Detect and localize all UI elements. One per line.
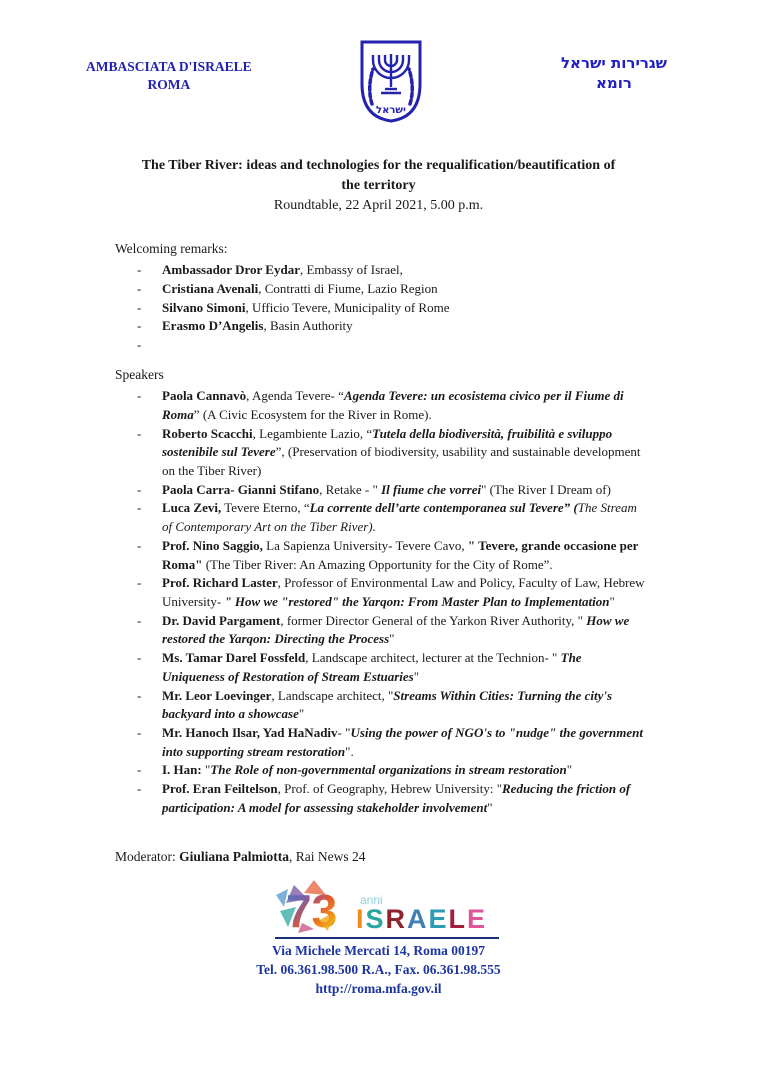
list-item <box>137 280 645 299</box>
list-item <box>137 499 645 536</box>
logo-wordmark <box>356 894 487 935</box>
text-run: , Ufficio Tevere, Municipality of Rome <box>245 299 450 315</box>
program-content <box>115 239 645 818</box>
speakers-list <box>115 387 645 818</box>
text-run: , Prof. of Geography, Hebrew University: " <box>277 781 502 797</box>
text-run: Ms. Tamar Darel Fossfeld <box>162 650 306 666</box>
embassy-name-line1: AMBASCIATA D'ISRAELE <box>86 59 252 74</box>
embassy-name-hebrew-line2: רומא <box>596 74 632 93</box>
bullet-dash: - <box>137 687 142 703</box>
logo-73-starburst <box>270 879 362 935</box>
list-item <box>137 612 645 649</box>
text-run: La corrente dell’arte contemporanea sul Tevere” ( <box>309 500 578 516</box>
text-run: Dr. David Pargament <box>162 612 281 628</box>
text-run: Prof. Eran Feiltelson <box>162 781 278 797</box>
bullet-dash: - <box>137 280 142 296</box>
text-run: Ambassador Dror Eydar <box>162 262 300 278</box>
bullet-dash: - <box>137 299 142 315</box>
logo-letter: R <box>385 904 407 935</box>
bullet-dash: - <box>137 575 142 591</box>
svg-text:ישראל: ישראל <box>376 105 407 116</box>
text-run: , Landscape architect, " <box>271 687 394 703</box>
text-run: ” (A Civic Ecosystem for the River in Rome). <box>193 406 432 422</box>
text-run: " <box>566 762 573 778</box>
text-run: The Uniqueness of Restoration of Stream Estuaries <box>162 650 582 684</box>
text-run: Erasmo D’Angelis <box>162 318 264 334</box>
text-run: The Stream of Contemporary Art on the Tiber River). <box>162 500 637 535</box>
text-run: , Agenda Tevere- “ <box>246 388 344 404</box>
text-run: Silvano Simoni <box>162 299 246 315</box>
bullet-dash: - <box>137 762 142 778</box>
bullet-dash: - <box>137 612 142 628</box>
text-run: Using the power of NGO's to "nudge" the government into supporting stream restoration <box>162 725 643 759</box>
text-run: Mr. Leor Loevinger <box>162 687 272 703</box>
embassy-name-hebrew-line1: שגרירות ישראל <box>560 54 667 72</box>
logo-letter: L <box>448 904 468 935</box>
list-item <box>137 574 645 611</box>
logo-letter: E <box>428 904 449 935</box>
text-run: " <box>413 668 420 684</box>
embassy-name-line2: ROMA <box>147 76 191 92</box>
text-run: Moderator: <box>115 848 180 864</box>
list-item <box>137 387 645 424</box>
text-run: " <box>609 593 615 609</box>
text-run: , Basin Authority <box>263 318 353 334</box>
bullet-dash: - <box>137 425 142 441</box>
text-run: Reducing the friction of participation: A model for assessing stakeholder involvement <box>162 781 631 815</box>
text-run: Roberto Scacchi <box>162 425 253 441</box>
speakers-heading: Speakers <box>115 366 164 382</box>
text-run: How we restored the Yarqon: Directing the Process <box>162 612 630 647</box>
text-run: Paola Carra- Gianni Stifano <box>162 481 320 497</box>
footer <box>56 879 701 999</box>
text-run: Prof. Richard Laster <box>162 575 278 591</box>
text-run: Paola Cannavò <box>162 388 247 404</box>
list-item <box>137 336 645 355</box>
letterhead <box>56 38 701 124</box>
event-title-block <box>56 156 701 216</box>
list-item <box>137 299 645 318</box>
event-title-line2: the territory <box>341 177 416 193</box>
text-run: " <box>298 706 305 722</box>
text-run: (The Tiber River: An Amazing Opportunity for the City of Rome”. <box>202 556 553 572</box>
moderator-line <box>115 847 645 866</box>
svg-text:73: 73 <box>285 885 338 936</box>
list-item <box>137 687 645 724</box>
text-run: " Tevere, grande occasione per Roma" <box>162 537 639 572</box>
text-run: , Retake - " <box>319 481 382 497</box>
list-item <box>137 780 645 817</box>
bullet-dash: - <box>137 336 142 352</box>
embassy-name-hebrew <box>561 53 667 94</box>
footer-divider <box>275 937 499 939</box>
text-run: " How we "restored" the Yarqon: From Master Plan to Implementation <box>224 593 610 609</box>
bullet-dash: - <box>137 650 142 666</box>
list-item <box>137 261 645 280</box>
logo-letter: E <box>467 904 488 935</box>
logo-letter: S <box>365 904 386 935</box>
bullet-dash: - <box>137 537 142 553</box>
text-run: Mr. Hanoch Ilsar, Yad HaNadiv <box>162 725 338 740</box>
logo-letter: I <box>355 904 366 935</box>
text-run: , Rai News 24 <box>289 848 366 864</box>
bullet-dash: - <box>137 725 142 740</box>
text-run: Streams Within Cities: Turning the city's backyard into a showcase <box>162 687 613 722</box>
bullet-dash: - <box>137 388 142 404</box>
text-run: Tevere Eterno, “ <box>221 500 310 516</box>
text-run: I. Han: <box>162 762 205 778</box>
text-run: ”, (Preservation of biodiversity, usability and sustainable development on the Tiber River) <box>162 444 641 478</box>
text-run: " <box>389 631 395 647</box>
list-item <box>137 317 645 336</box>
text-run: La Sapienza University- Tevere Cavo, <box>262 537 468 553</box>
text-run: Cristiana Avenali <box>162 280 259 296</box>
text-run: Tutela della biodiversità, fruibilità e sviluppo sostenibile sul Tevere <box>162 425 613 460</box>
bullet-dash: - <box>137 318 142 334</box>
bullet-dash: - <box>137 262 142 278</box>
footer-phone-fax: Tel. 06.361.98.500 R.A., Fax. 06.361.98.555 <box>256 961 501 977</box>
footer-url: http://roma.mfa.gov.il <box>315 980 442 996</box>
list-item <box>137 425 645 481</box>
bullet-dash: - <box>137 481 142 497</box>
logo-israele-text <box>356 906 487 933</box>
israel-73-anniversary-logo <box>56 879 701 935</box>
text-run: , Embassy of Israel, <box>299 262 403 278</box>
text-run: , Landscape architect, lecturer at the Technion- " <box>305 650 561 666</box>
text-run: , Contratti di Fiume, Lazio Region <box>258 280 438 296</box>
embassy-name-italian <box>86 58 252 93</box>
list-item <box>137 761 645 780</box>
list-item <box>137 724 645 761</box>
israel-state-emblem-icon <box>352 38 430 124</box>
event-title-line1: The Tiber River: ideas and technologies for the requalification/beautification of <box>141 158 616 173</box>
text-run: " <box>487 799 493 815</box>
footer-address: Via Michele Mercati 14, Roma 00197 <box>272 943 485 959</box>
logo-anni-text: anni <box>359 893 383 908</box>
text-run: The Role of non-governmental organizations in stream restoration <box>210 762 567 778</box>
text-run: , former Director General of the Yarkon River Authority, " <box>280 612 587 628</box>
welcoming-remarks-heading: Welcoming remarks: <box>115 240 228 256</box>
text-run: Il fiume che vorrei <box>381 481 482 497</box>
text-run: " (The River I Dream of) <box>481 481 611 497</box>
text-run: Prof. Nino Saggio, <box>162 537 263 553</box>
list-item <box>137 537 645 574</box>
text-run: Luca Zevi, <box>162 500 222 516</box>
logo-letter: A <box>407 904 429 935</box>
text-run: , Legambiente Lazio, “ <box>252 425 373 441</box>
list-item <box>137 481 645 500</box>
welcoming-remarks-list <box>115 261 645 355</box>
text-run: Giuliana Palmiotta <box>179 848 289 864</box>
bullet-dash: - <box>137 500 142 516</box>
text-run: ". <box>345 743 354 759</box>
text-run: " <box>204 762 211 778</box>
text-run: , Professor of Environmental Law and Policy, Faculty of Law, Hebrew University- <box>162 575 645 609</box>
list-item <box>137 649 645 686</box>
text-run: - " <box>337 725 351 740</box>
bullet-dash: - <box>137 781 142 797</box>
text-run: Agenda Tevere: un ecosistema civico per il Fiume di Roma <box>162 388 624 422</box>
event-date-subtitle: Roundtable, 22 April 2021, 5.00 p.m. <box>273 197 484 213</box>
